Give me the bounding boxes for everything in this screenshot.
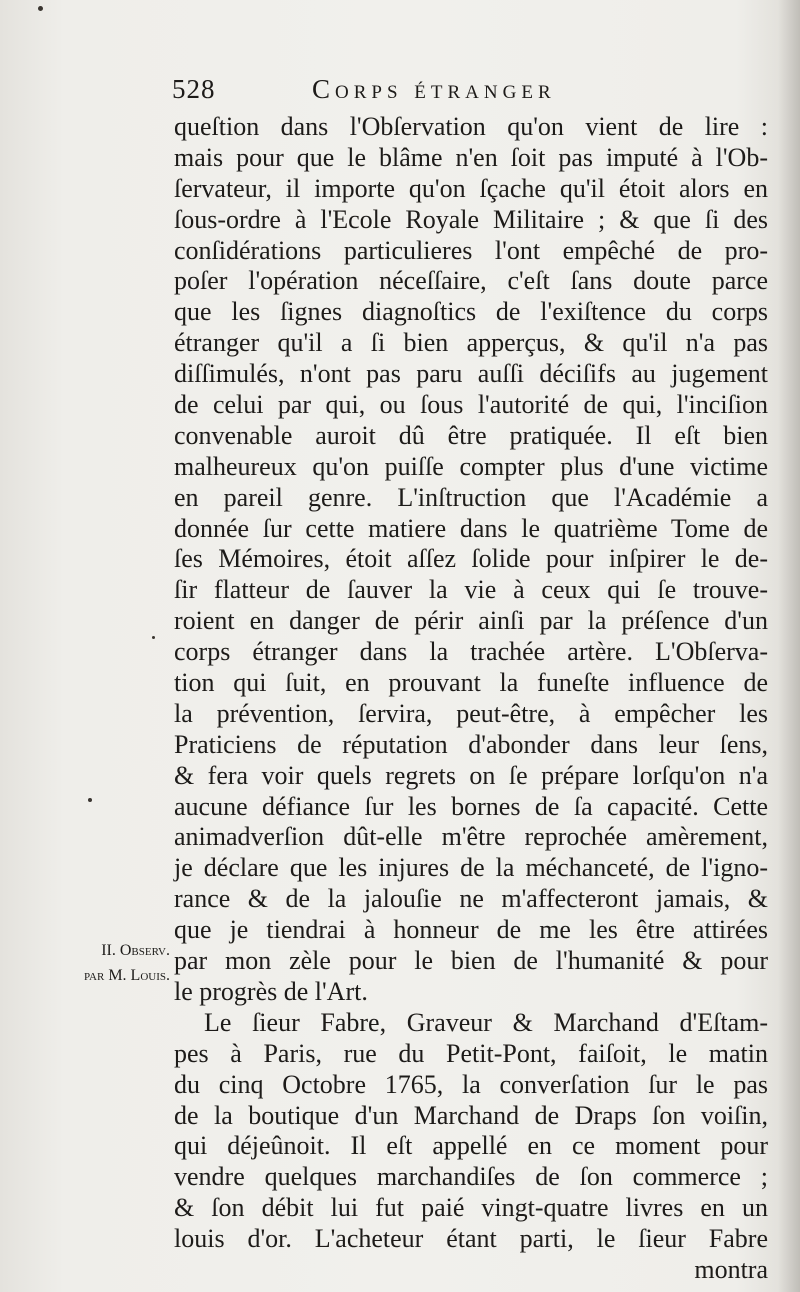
margin-note [48, 938, 170, 988]
paragraph-start-line: Le ſieur Fabre, Graveur & Marchand d'Eſtam- [204, 1007, 768, 1037]
text-line: roient en danger de périr ainſi par la préſence d'un [174, 606, 768, 636]
text-line: ſous-ordre à l'Ecole Royale Militaire ; & que ſi des [174, 204, 768, 234]
text-line: pes à Paris, rue du Petit-Pont, faiſoit, le matin [174, 1038, 768, 1068]
text-line: Praticiens de réputation d'abonder dans leur ſens, [174, 729, 768, 759]
running-title: Corps étranger [312, 74, 556, 104]
text-line: de celui par qui, ou ſous l'autorité de qui, l'inciſion [174, 390, 768, 420]
text-line: je déclare que les injures de la méchanceté, de l'igno- [174, 853, 768, 883]
text-line: corps étranger dans la trachée artère. L'Obſerva- [174, 637, 768, 667]
text-line: vendre quelques marchandiſes de ſon commerce ; [174, 1162, 768, 1192]
text-line: & ſon débit lui fut paié vingt-quatre livres en un [174, 1193, 768, 1223]
page-header [172, 74, 772, 110]
ink-speck [152, 636, 155, 639]
text-line: ſervateur, il importe qu'on ſçache qu'il étoit alors en [174, 173, 768, 203]
text-line: louis d'or. L'acheteur étant parti, le ſieur Fabre [174, 1224, 768, 1254]
text-line: & fera voir quels regrets on ſe prépare lorſqu'on n'a [174, 760, 768, 790]
text-line: de la boutique d'un Marchand de Draps ſon voiſin, [174, 1100, 768, 1130]
page-number: 528 [172, 74, 216, 104]
margin-note-line-1: II. Observ. [101, 942, 170, 959]
text-line: tion qui ſuit, en prouvant la funeſte influence de [174, 668, 768, 698]
text-line: ſes Mémoires, étoit aſſez ſolide pour inſpirer le de- [174, 544, 768, 574]
text-line: queſtion dans l'Obſervation qu'on vient de lire : [174, 112, 768, 141]
text-line: aucune défiance ſur les bornes de ſa capacité. Cette [174, 791, 768, 821]
text-line: convenable auroit dû être pratiquée. Il eſt bien [174, 420, 768, 450]
text-line: que les ſignes diagnoſtics de l'exiſtence du corps [174, 297, 768, 327]
ink-speck [38, 6, 43, 11]
text-line: le progrès de l'Art. [174, 976, 368, 1006]
text-line: ſir flatteur de ſauver la vie à ceux qui ſe trouve- [174, 575, 768, 605]
page-gutter-shadow [778, 0, 800, 1292]
text-line: malheureux qu'on puiſſe compter plus d'une victime [174, 451, 768, 481]
text-line: donnée ſur cette matiere dans le quatrième Tome de [174, 513, 768, 543]
body-text [174, 112, 768, 1286]
text-line: que je tiendrai à honneur de me les être attirées [174, 915, 768, 945]
ink-speck [88, 798, 92, 802]
text-line: diſſimulés, n'ont pas paru auſſi déciſifs au jugement [174, 359, 768, 389]
text-line: qui déjeûnoit. Il eſt appellé en ce moment pour [174, 1131, 768, 1161]
text-line: par mon zèle pour le bien de l'humanité & pour [174, 946, 768, 976]
text-line: conſidérations particulieres l'ont empêché de pro- [174, 235, 768, 265]
text-line: du cinq Octobre 1765, la converſation ſur le pas [174, 1069, 768, 1099]
text-line: étranger qu'il a ſi bien apperçus, & qu'il n'a pas [174, 328, 768, 358]
catchword: montra [694, 1254, 768, 1284]
text-line: la prévention, ſervira, peut-être, à empêcher les [174, 698, 768, 728]
margin-note-line-2: par M. Louis. [83, 967, 170, 984]
text-line: rance & de la jalouſie ne m'affecteront jamais, & [174, 884, 768, 914]
text-line: mais pour que le blâme n'en ſoit pas imputé à l'Ob- [174, 142, 768, 172]
text-line: animadverſion dût-elle m'être reprochée amèrement, [174, 822, 768, 852]
text-line: poſer l'opération néceſſaire, c'eſt ſans doute parce [174, 266, 768, 296]
text-line: en pareil genre. L'inſtruction que l'Académie a [174, 482, 768, 512]
